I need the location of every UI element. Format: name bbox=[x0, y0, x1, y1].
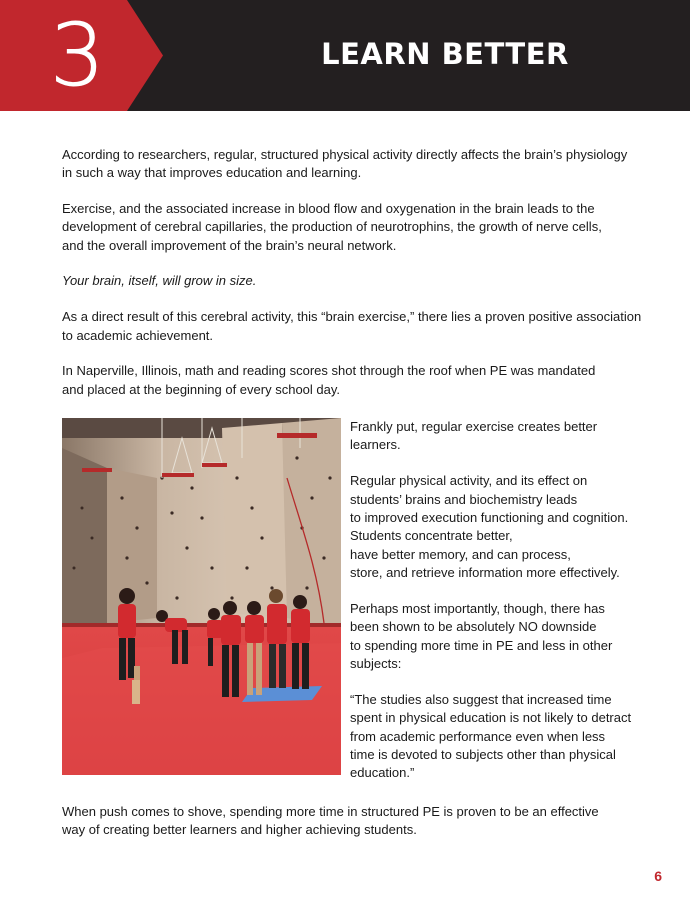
paragraph-naperville bbox=[62, 362, 642, 399]
text-line: “The studies also suggest that increased time bbox=[350, 691, 612, 707]
paragraph-regular-activity bbox=[350, 472, 642, 582]
text-line: Regular physical activity, and its effect on bbox=[350, 473, 588, 489]
text-line: As a direct result of this cerebral activity, this “brain exercise,” there lies a proven positive association bbox=[62, 309, 642, 325]
text-line: been shown to be absolutely NO downside bbox=[350, 619, 597, 635]
text-line: education.” bbox=[350, 765, 415, 781]
paragraph-cerebral bbox=[62, 308, 642, 345]
text-line: When push comes to shove, spending more time in structured PE is proven to be an effective bbox=[62, 804, 599, 819]
text-line: Exercise, and the associated increase in blood flow and oxygenation in the brain leads to the bbox=[62, 201, 595, 217]
text-line: and placed at the beginning of every school day. bbox=[62, 381, 341, 397]
text-line: Students concentrate better, bbox=[350, 528, 513, 544]
paragraph-closing bbox=[62, 803, 642, 840]
text-line: to improved execution functioning and cognition. bbox=[350, 509, 629, 525]
article-body bbox=[62, 146, 642, 416]
text-line: According to researchers, regular, structured physical activity directly affects the brain’s physiology bbox=[62, 147, 628, 162]
paragraph-no-downside bbox=[350, 600, 642, 673]
text-line: In Naperville, Illinois, math and reading scores shot through the roof when PE was mandated bbox=[62, 363, 596, 379]
paragraph-intro bbox=[62, 146, 642, 183]
figure-row bbox=[62, 418, 642, 788]
text-line: to spending more time in PE and less in other bbox=[350, 637, 613, 653]
chapter-number: 3 bbox=[50, 6, 105, 106]
paragraph-quote bbox=[350, 691, 642, 782]
text-line: subjects: bbox=[350, 655, 402, 671]
chapter-title: LEARN BETTER bbox=[321, 37, 569, 71]
paragraph-exercise bbox=[62, 200, 642, 255]
text-line: learners. bbox=[350, 437, 401, 453]
paragraph-brain-grow: Your brain, itself, will grow in size. bbox=[62, 273, 257, 289]
text-line: Perhaps most importantly, though, there has bbox=[350, 600, 605, 616]
chapter-number-block bbox=[0, 0, 163, 111]
text-line: way of creating better learners and higher achieving students. bbox=[62, 822, 417, 838]
gym-climbing-wall-photo bbox=[62, 418, 341, 775]
chapter-header bbox=[0, 0, 690, 111]
page-number: 6 bbox=[654, 868, 662, 884]
text-line: and the overall improvement of the brain’s neural network. bbox=[62, 237, 397, 253]
paragraph-frankly bbox=[350, 418, 642, 455]
text-line: development of cerebral capillaries, the production of neurotrophins, the growth of nerve cells, bbox=[62, 219, 602, 235]
text-line: in such a way that improves education and learning. bbox=[62, 165, 362, 181]
text-line: store, and retrieve information more effectively. bbox=[350, 564, 620, 580]
text-line: to academic achievement. bbox=[62, 327, 214, 343]
text-line: Frankly put, regular exercise creates better bbox=[350, 419, 598, 434]
text-line: from academic performance even when less bbox=[350, 728, 606, 744]
sidebar-text bbox=[350, 418, 642, 800]
text-line: have better memory, and can process, bbox=[350, 546, 571, 562]
text-line: time is devoted to subjects other than physical bbox=[350, 746, 616, 762]
text-line: spent in physical education is not likely to detract bbox=[350, 710, 632, 726]
text-line: students’ brains and biochemistry leads bbox=[350, 491, 578, 507]
